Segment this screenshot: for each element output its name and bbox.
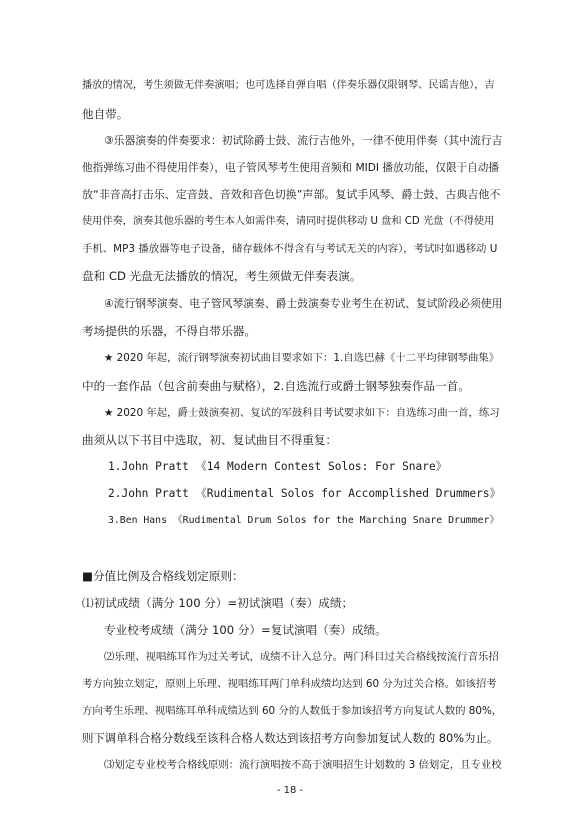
paragraph-line: 他指弹练习曲不得使用伴奏），电子管风琴考生使用音频和 MIDI 播放功能，仅限于自动播 [82,162,499,174]
paragraph-line: ④流行钢琴演奏、电子管风琴演奏、爵士鼓演奏专业考生在初试、复试阶段必须使用 [104,297,503,310]
paragraph-line: 曲须从以下书目中选取，初、复试曲目不得重复： [82,433,338,447]
paragraph-line: 盘和 CD 光盘无法播放的情况，考生须做无伴奏表演。 [82,269,362,283]
paragraph-line: ⑵乐理、视唱练耳作为过关考试，成绩不计入总分。两门科目过关合格线按流行音乐招 [104,651,499,663]
paragraph-line: 他自带。 [82,107,129,121]
paragraph-line: 放“非音高打击乐、定音鼓、音效和音色切换”声部。复试手风琴、爵士鼓、古典吉他不 [82,188,501,201]
paragraph-line: 方向考生乐理、视唱练耳单科成绩达到 60 分的人数低于参加该招考方向复试人数的 80%， [82,705,503,717]
paragraph-line: 考场提供的乐器，不得自带乐器。 [82,324,256,338]
paragraph-line: ③乐器演奏的伴奏要求：初试除爵士鼓、流行吉他外，一律不使用伴奏（其中流行吉 [104,134,503,147]
book-list-item: 1.John Pratt 《14 Modern Contest Solos: For Snare》 [108,460,447,473]
paragraph-line: ⑴初试成绩（满分 100 分）=初试演唱（奏）成绩； [82,596,354,610]
paragraph-line: 中的一套作品（包含前奏曲与赋格），2.自选流行或爵士钢琴独奏作品一首。 [82,379,470,393]
paragraph-line: 使用伴奏，演奏其他乐器的考生本人如需伴奏，请同时提供移动 U 盘和 CD 光盘（不得使用 [82,216,495,227]
section-heading: ■分值比例及合格线划定原则： [82,569,244,583]
paragraph-line: ★ 2020 年起，流行钢琴演奏初试曲目要求如下：1.自选巴赫《十二平均律钢琴曲集》 [104,352,500,364]
paragraph-line: ★ 2020 年起，爵士鼓演奏初、复试的军鼓科目考试要求如下：自选练习曲一首，练习 [104,407,500,419]
book-list-item: 2.John Pratt 《Rudimental Solos for Accomplished Drummers》 [108,487,501,500]
paragraph-line: 专业校考成绩（满分 100 分）=复试演唱（奏）成绩。 [104,623,387,637]
paragraph-line: 则下调单科合格分数线至该科合格人数达到该招考方向参加复试人数的 80%为止。 [82,731,499,745]
book-list-item: 3.Ben Hans 《Rudimental Drum Solos for the Marching Snare Drummer》 [108,515,500,526]
paragraph-line: 手机、MP3 播放器等电子设备，储存载体不得含有与考试无关的内容），考试时如遇移动 U [82,243,498,255]
paragraph-line: 考方向独立划定，原则上乐理、视唱练耳两门单科成绩均达到 60 分为过关合格。如该招考 [82,678,497,690]
paragraph-line: 播放的情况，考生须做无伴奏演唱；也可选择自弹自唱（伴奏乐器仅限钢琴、民谣吉他），吉 [82,80,495,91]
paragraph-line: ⑶划定专业校考合格线原则：流行演唱按不高于演唱招生计划数的 3 倍划定，且专业校 [104,759,502,771]
page-number: - 18 - [276,785,304,796]
